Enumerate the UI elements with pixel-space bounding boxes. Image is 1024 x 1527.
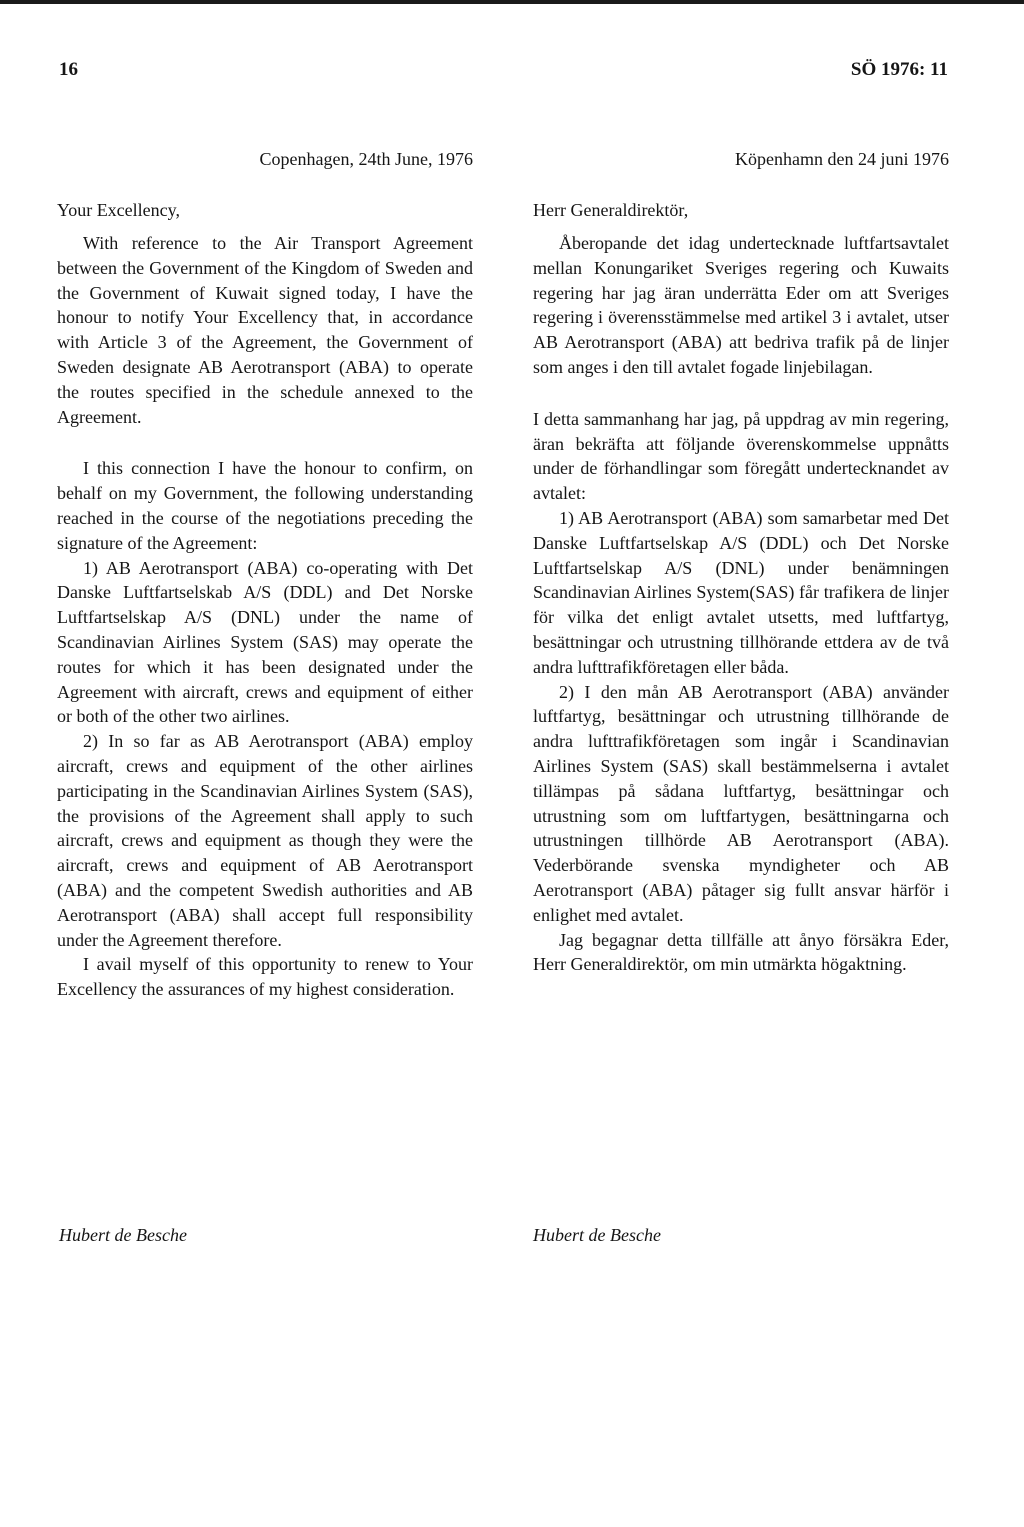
swedish-signature: Hubert de Besche [533,1225,661,1245]
document-reference: SÖ 1976: 11 [850,59,948,80]
english-signature: Hubert de Besche [59,1225,187,1245]
swedish-paragraph-designation: Åberopande det idag undertecknade luftfartsavtalet mellan Konungariket Sveriges regering och Kuwaits regering har jag äran underrätta Eder om att Sveriges regering i överensstämmelse med artikel 3 i avtalet, utser AB Aerotransport (ABA) att bedriva trafik på de linjer som anges i den till avtalet fogade linjebilagan. [533,233,949,377]
swedish-paragraph-point-1: 1) AB Aerotransport (ABA) som samarbetar med Det Danske Luftfartselskap A/S (DDL) och Det Norske Luftfartselskap A/S (DNL) under benämningen Scandinavian Airlines System(SAS) får trafikera de linjer för vilka det enligt avtalet utsetts, med luftfartyg, besättningar och utrustning tillhörande ettdera av de två andra lufttrafikföretagen eller båda. [533,507,949,677]
swedish-paragraph-closing: Jag begagnar detta tillfälle att ånyo försäkra Eder, Herr Generaldirektör, om min utmärkta högaktning. [533,929,949,975]
swedish-dateline: Köpenhamn den 24 juni 1976 [735,149,949,169]
swedish-paragraph-understanding: I detta sammanhang har jag, på uppdrag av min regering, äran bekräfta att följande överenskommelse uppnåtts under de förhandlingar som föregått undertecknandet av avtalet: [533,408,949,504]
english-salutation: Your Excellency, [57,200,180,220]
swedish-letter-column [533,146,949,977]
paragraph-gap [533,380,949,407]
scan-edge-bar [0,0,1024,4]
english-paragraph-point-2: 2) In so far as AB Aerotransport (ABA) employ aircraft, crews and equipment of the other airlines participating in the Scandinavian Airlines System (SAS), the provisions of the Agreement shall apply to such aircraft, crews and equipment as though they were the aircraft, crews and equipment of AB Aerotransport (ABA) and the competent Swedish authorities and AB Aerotransport (ABA) shall accept full responsibility under the Agreement therefore. [57,731,473,950]
swedish-paragraph-point-2: 2) I den mån AB Aerotransport (ABA) använder luftfartyg, besättningar och utrustning tillhörande de andra lufttrafikföretagen som ingår i Scandinavian Airlines System (SAS) skall bestämmelserna i avtalet tillämpas på sådana luftfartyg, besättningar och utrustning som om luftfartygen, besättningarna och utrustningen tillhörde AB Aerotransport (ABA). Vederbörande svenska myndigheter och AB Aerotransport (ABA) påtager sig fullt ansvar härför i enlighet med avtalet. [533,681,949,925]
english-paragraph-understanding: I this connection I have the honour to confirm, on behalf on my Government, the following understanding reached in the course of the negotiations preceding the signature of the Agreement: [57,458,473,553]
paragraph-gap [57,429,473,456]
english-letter-column [57,146,473,1002]
english-dateline: Copenhagen, 24th June, 1976 [259,149,473,169]
swedish-salutation: Herr Generaldirektör, [533,200,689,220]
page-number: 16 [59,59,78,80]
english-paragraph-designation: With reference to the Air Transport Agreement between the Government of the Kingdom of Sweden and the Government of Kuwait signed today, I have the honour to notify Your Excellency that, in accordance with Article 3 of the Agreement, the Government of Sweden designate AB Aerotransport (ABA) to operate the routes specified in the schedule annexed to the Agreement. [57,233,473,427]
english-paragraph-closing: I avail myself of this opportunity to renew to Your Excellency the assurances of my highest consideration. [57,954,473,1000]
english-paragraph-point-1: 1) AB Aerotransport (ABA) co-operating with Det Danske Luftfartselskab A/S (DDL) and Det Norske Luftfartselskap A/S (DNL) under the name of Scandinavian Airlines System (SAS) may operate the routes for which it has been designated under the Agreement with aircraft, crews and equipment of either or both of the other two airlines. [57,557,473,727]
